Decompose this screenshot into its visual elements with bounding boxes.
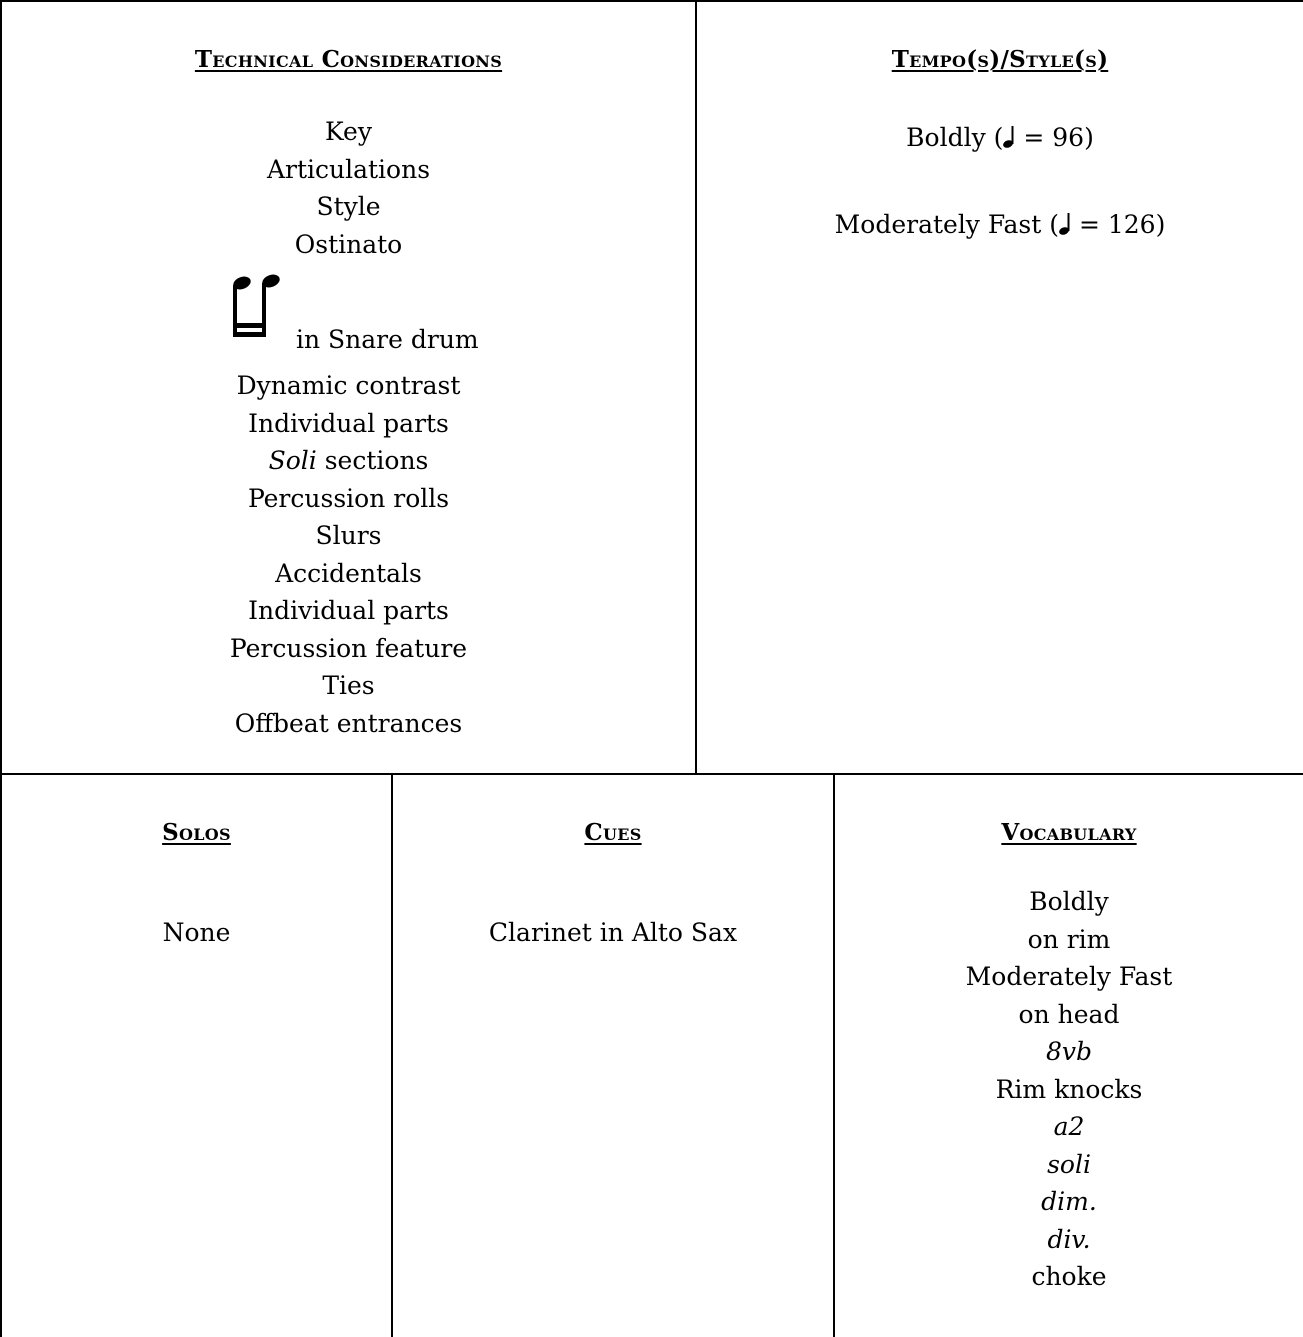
vocabulary-item: 8vb — [1045, 1037, 1093, 1066]
tech-item: Key — [325, 117, 372, 146]
technical-considerations-cell — [2, 46, 695, 742]
tech-item: Articulations — [266, 154, 431, 184]
vocabulary-item: on rim — [1027, 924, 1111, 954]
snare-rhythm-item — [2, 263, 695, 367]
vocabulary-item: Rim knocks — [995, 1074, 1143, 1104]
sixteenth-note-pair-icon — [229, 269, 291, 341]
tempo-entry — [697, 123, 1303, 153]
sections-text: sections — [316, 446, 429, 475]
tech-item: Ostinato — [294, 229, 403, 259]
cues-value: Clarinet in Alto Sax — [488, 918, 738, 947]
tech-item: Percussion feature — [229, 633, 468, 663]
cues-cell — [393, 819, 833, 948]
snare-drum-label: in Snare drum — [296, 325, 479, 354]
tempo-value: = 96) — [1015, 123, 1094, 152]
divider-horizontal — [0, 773, 1303, 775]
table-border-top — [0, 0, 1303, 2]
tempo-text: Boldly ( — [906, 123, 1004, 152]
tech-item: Slurs — [315, 521, 382, 550]
tech-item: Ties — [322, 671, 375, 700]
tempo-value: = 126) — [1071, 210, 1166, 239]
technical-considerations-list — [2, 113, 695, 742]
vocabulary-item: dim. — [1041, 1187, 1097, 1216]
vocabulary-list — [835, 883, 1303, 1296]
tech-item: Accidentals — [275, 558, 422, 588]
solos-cell — [2, 819, 391, 948]
tempo-entry — [697, 210, 1303, 240]
soli-sections-item — [2, 442, 695, 480]
vocabulary-heading: Vocabulary — [1001, 819, 1137, 846]
quarter-note-icon — [1003, 125, 1015, 149]
solos-heading: Solos — [162, 819, 231, 846]
vocabulary-item: soli — [1047, 1149, 1091, 1179]
cues-heading: Cues — [584, 819, 642, 846]
quarter-note-icon — [1059, 212, 1071, 236]
tech-item: Style — [316, 192, 381, 221]
vocabulary-item: Boldly — [1029, 887, 1109, 916]
vocabulary-cell — [835, 819, 1303, 1296]
technical-considerations-heading: Technical Considerations — [194, 46, 503, 73]
tech-item: Dynamic contrast — [236, 371, 461, 400]
tempo-style-heading: Tempo(s)/Style(s) — [891, 46, 1109, 73]
vocabulary-item: Moderately Fast — [965, 962, 1173, 991]
soli-italic: Soli — [268, 446, 317, 475]
tech-item: Offbeat entrances — [234, 708, 463, 738]
tech-item: Individual parts — [248, 408, 449, 438]
vocabulary-item: choke — [1031, 1262, 1107, 1291]
vocabulary-item: on head — [1018, 999, 1120, 1029]
tempo-style-cell — [697, 46, 1303, 240]
solos-value: None — [162, 918, 231, 947]
vocabulary-item: a2 — [1053, 1112, 1085, 1141]
vocabulary-item: div. — [1047, 1224, 1091, 1254]
tech-item: Individual parts — [248, 596, 449, 625]
tech-item: Percussion rolls — [247, 483, 450, 513]
tempo-text: Moderately Fast ( — [834, 210, 1060, 239]
